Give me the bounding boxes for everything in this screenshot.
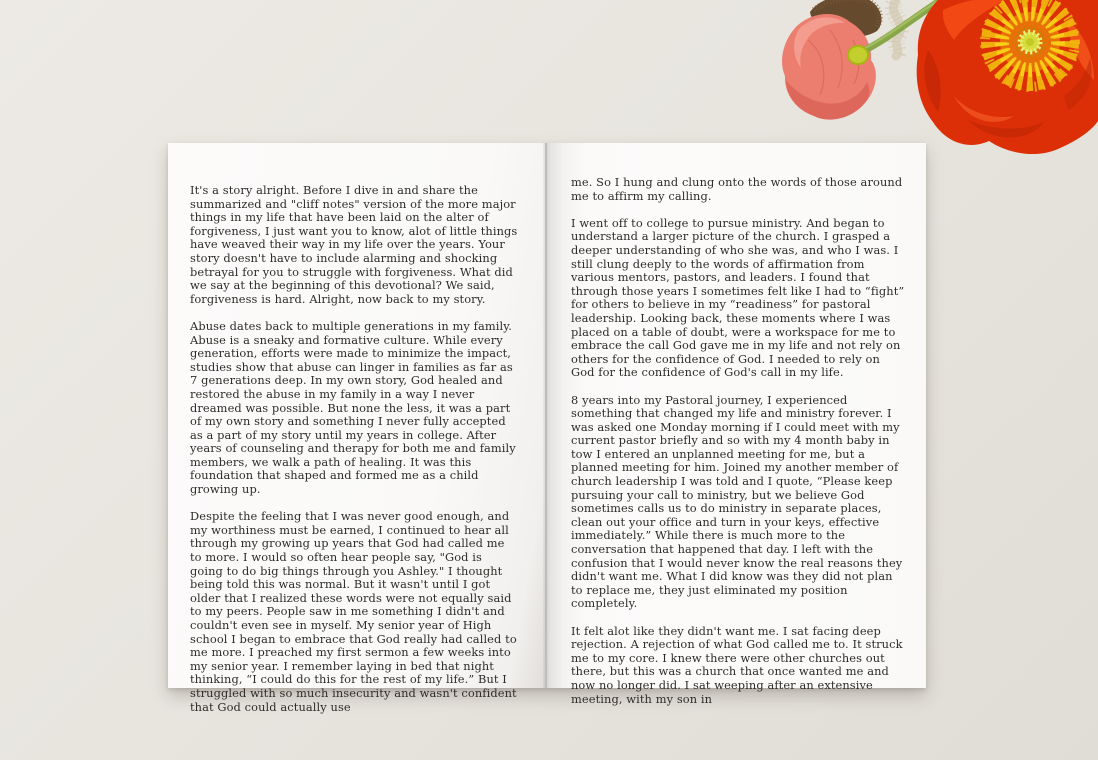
booklet-left-page xyxy=(168,143,545,714)
story-paragraph: It's a story alright. Before I dive in and share the summarized and "cliff notes" version of the more major things in my life that have been laid on the alter of forgiveness, I just want you to know, alot of little things have weaved their way in my life over the years. Your story doesn't have to include alarming and shocking betrayal for you to struggle with forgiveness. What did we say at the beginning of this devotional? We said, forgiveness is hard. Alright, now back to my story. xyxy=(190,183,518,306)
red-poppy-flower xyxy=(917,0,1098,154)
open-booklet xyxy=(168,143,926,714)
story-paragraph: me. So I hung and clung onto the words of those around me to affirm my calling. xyxy=(571,175,903,203)
story-paragraph: I went off to college to pursue ministry. And began to understand a larger picture of the church. I grasped a deeper understanding of who she was, and who I was. I still clung deeply to the words of affirmation from various mentors, pastors, and leaders. I found that through those years I sometimes felt like I had to “fight” for others to believe in my “readiness” for pastoral leadership. Looking back, these moments where I was placed on a table of doubt, were a workspace for me to embrace the call God gave me in my life and not rely on others for the confidence of God. I needed to rely on God for the confidence of God's call in my life. xyxy=(571,215,905,380)
right-page-text xyxy=(571,176,906,720)
story-paragraph: Despite the feeling that I was never good enough, and my worthiness must be earned, I continued to hear all through my growing up years that God had called me to more. I would so often hear people say, "God is going to do big things through you Ashley." I thought being told this was normal. But it wasn't until I got older that I realized these words were not equally said to my peers. People saw in me something I didn't and couldn't even see in myself. My senior year of High school I began to embrace that God really had called to me more. I preached my first sermon a few weeks into my senior year. I remember laying in bed that night thinking, “I could do this for the rest of my life.” But I struggled with so much insecurity and wasn't confident that God could actually use xyxy=(190,509,517,714)
left-page-text xyxy=(190,184,518,728)
story-paragraph: Abuse dates back to multiple generations in my family. Abuse is a sneaky and formative culture. While every generation, efforts were made to minimize the impact, studies show that abuse can linger in families as far as 7 generations deep. In my own story, God healed and restored the abuse in my family in a way I never dreamed was possible. But none the less, it was a part of my own story and something I never fully accepted as a part of my story until my years in college. After years of counseling and therapy for both me and family members, we walk a path of healing. It was this foundation that shaped and formed me as a child growing up. xyxy=(190,318,516,497)
pink-bud-center xyxy=(848,46,868,64)
booklet-right-page xyxy=(545,143,926,706)
story-paragraph: It felt alot like they didn't want me. I sat facing deep rejection. A rejection of what God called me to. It struck me to my core. I knew there were other churches out there, but this was a church that once wanted me and now no longer did. I sat weeping after an extensive meeting, with my son in xyxy=(571,623,903,706)
story-paragraph: 8 years into my Pastoral journey, I experienced something that changed my life and ministry forever. I was asked one Monday morning if I could meet with my current pastor briefly and so with my 4 month baby in tow I entered an unplanned meeting for me, but a planned meeting for him. Joined my another member of church leadership I was told and I quote, “Please keep pursuing your call to ministry, but we believe God sometimes calls us to do ministry in separate places, clean out your office and turn in your keys, effective immediately.” While there is much more to the conversation that happened that day. I left with the confusion that I would never know the real reasons they didn't want me. What I did know was they did not plan to replace me, they just eliminated my position completely. xyxy=(571,392,903,611)
